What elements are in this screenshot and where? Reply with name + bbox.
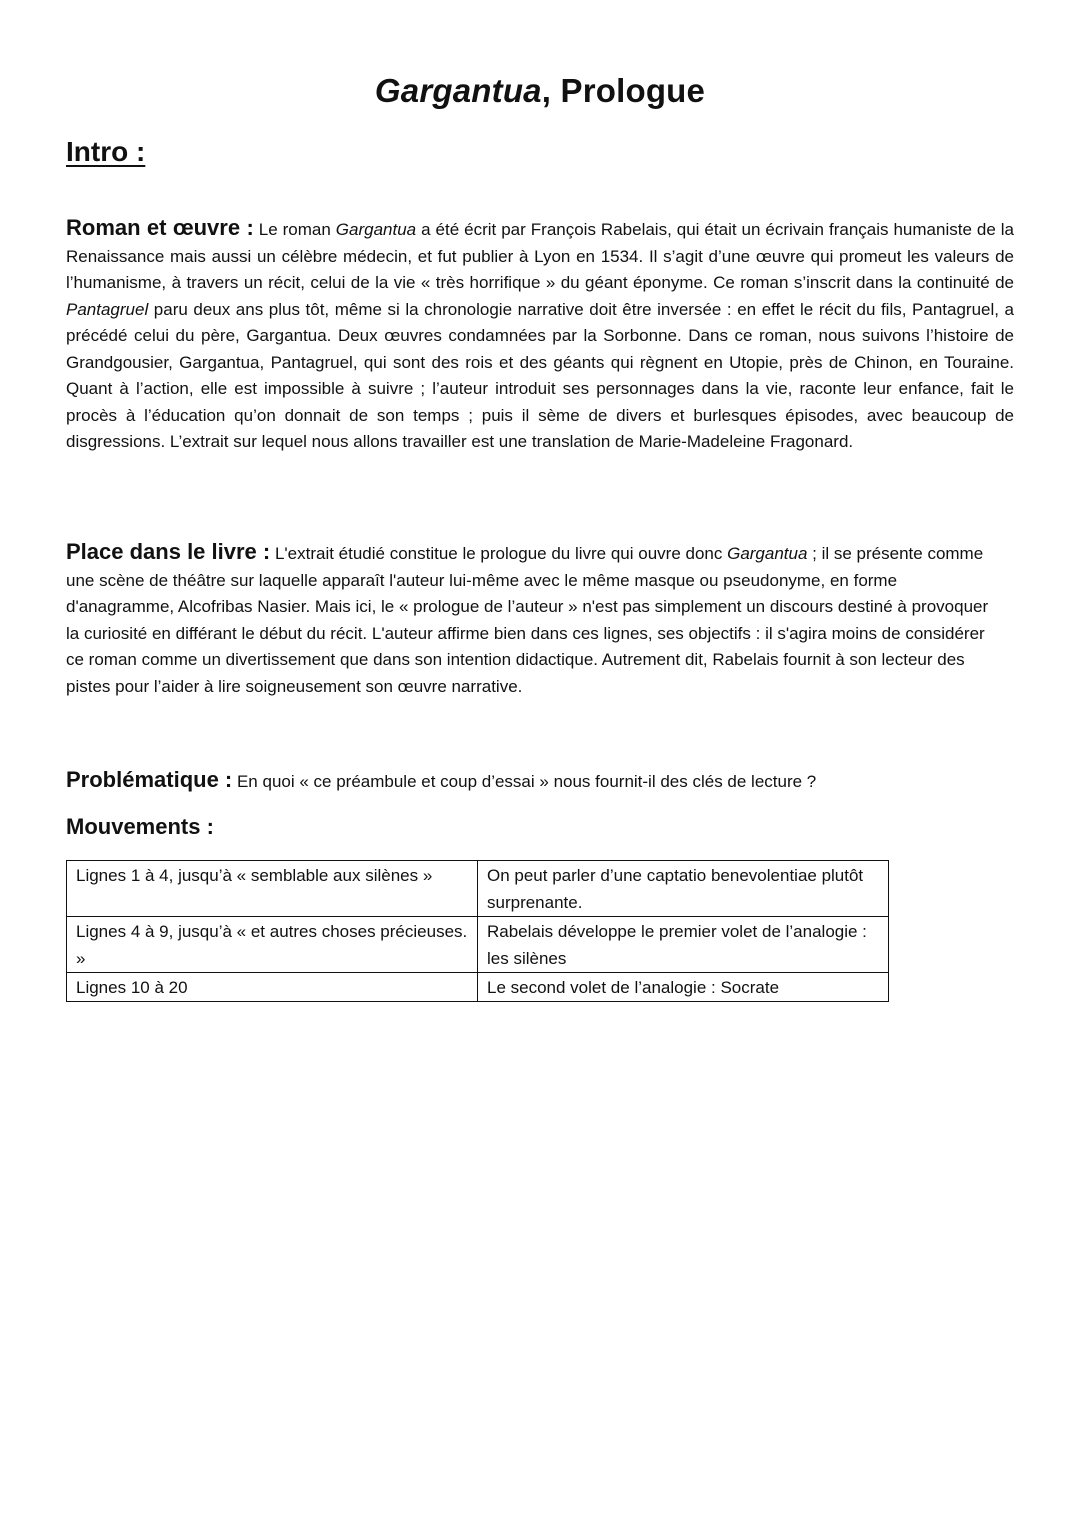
place-text-1: L'extrait étudié constitue le prologue du livre qui ouvre donc	[270, 544, 728, 563]
mouvements-heading: Mouvements :	[66, 814, 214, 839]
table-cell-lines: Lignes 1 à 4, jusqu’à « semblable aux silènes »	[67, 861, 478, 917]
place-italic-1: Gargantua	[727, 544, 808, 563]
document-title	[66, 72, 1014, 110]
roman-italic-1: Gargantua	[335, 220, 417, 239]
roman-oeuvre-paragraph	[66, 215, 1014, 456]
roman-text-3: paru deux ans plus tôt, même si la chronologie narrative doit être inversée : en effet le récit du fils, Pantagruel, a précédé celui du père, Gargantua. Deux œuvres condamnées par la Sorbonne. Dans ce roman, nous suivons l’histoire de Grandgousier, Gargantua, Pantagruel, qui sont des rois et des géants qui règnent en Utopie, près de Chinon, en Touraine. Quant à l’action, elle est impossible à suivre ; l’auteur introduit ses personnages dans la vie, raconte leur enfance, fait le procès à l’éducation qu’on donnait de son temps ; puis il sème de divers et burlesques épisodes, avec beaucoup de disgressions. L’extrait sur lequel nous allons travailler est une translation de Marie-Madeleine Fragonard.	[66, 299, 1014, 451]
problematique-paragraph	[66, 767, 1006, 796]
table-cell-lines: Lignes 10 à 20	[67, 973, 478, 1002]
problematique-text: En quoi « ce préambule et coup d’essai » nous fournit-il des clés de lecture ?	[232, 772, 817, 791]
table-cell-lines: Lignes 4 à 9, jusqu’à « et autres choses précieuses. »	[67, 917, 478, 973]
table-cell-description: Le second volet de l’analogie : Socrate	[478, 973, 889, 1002]
mouvements-table	[66, 860, 889, 1002]
place-livre-label: Place dans le livre :	[66, 539, 271, 564]
place-text-2: ; il se présente comme une scène de théâtre sur laquelle apparaît l'auteur lui-même avec le même masque ou pseudonyme, en forme d'anagramme, Alcofribas Nasier. Mais ici, le « prologue de l’auteur » n'est pas simplement un discours destiné à provoquer la curiosité en différant le début du récit. L'auteur affirme bien dans ces lignes, ses objectifs : il s'agira moins de considérer ce roman comme un divertissement que dans son intention didactique. Autrement dit, Rabelais fournit à son lecteur des pistes pour l’aider à lire soigneusement son œuvre narrative.	[66, 544, 989, 696]
document-title-italic: Gargantua	[374, 72, 542, 109]
table-cell-description: On peut parler d’une captatio benevolentiae plutôt surprenante.	[478, 861, 889, 917]
roman-oeuvre-label: Roman et œuvre :	[66, 215, 254, 240]
roman-text-2: a été écrit par François Rabelais, qui était un écrivain français humaniste de la Renaissance mais aussi un célèbre médecin, et fut publier à Lyon en 1534. Il s’agit d’une œuvre qui promeut les valeurs de l’humanisme, à travers un récit, celui de la vie « très horrifique » du géant éponyme. Ce roman s’inscrit dans la continuité de	[66, 220, 1014, 292]
intro-heading: Intro :	[66, 136, 146, 167]
roman-text-1: Le roman	[253, 220, 336, 239]
table-cell-description: Rabelais développe le premier volet de l’analogie : les silènes	[478, 917, 889, 973]
place-livre-paragraph	[66, 539, 1006, 700]
table-row	[67, 917, 889, 973]
roman-italic-2: Pantagruel	[66, 299, 149, 319]
table-row	[67, 861, 889, 917]
document-title-rest: , Prologue	[541, 72, 706, 109]
table-row	[67, 973, 889, 1002]
problematique-label: Problématique :	[66, 767, 233, 792]
